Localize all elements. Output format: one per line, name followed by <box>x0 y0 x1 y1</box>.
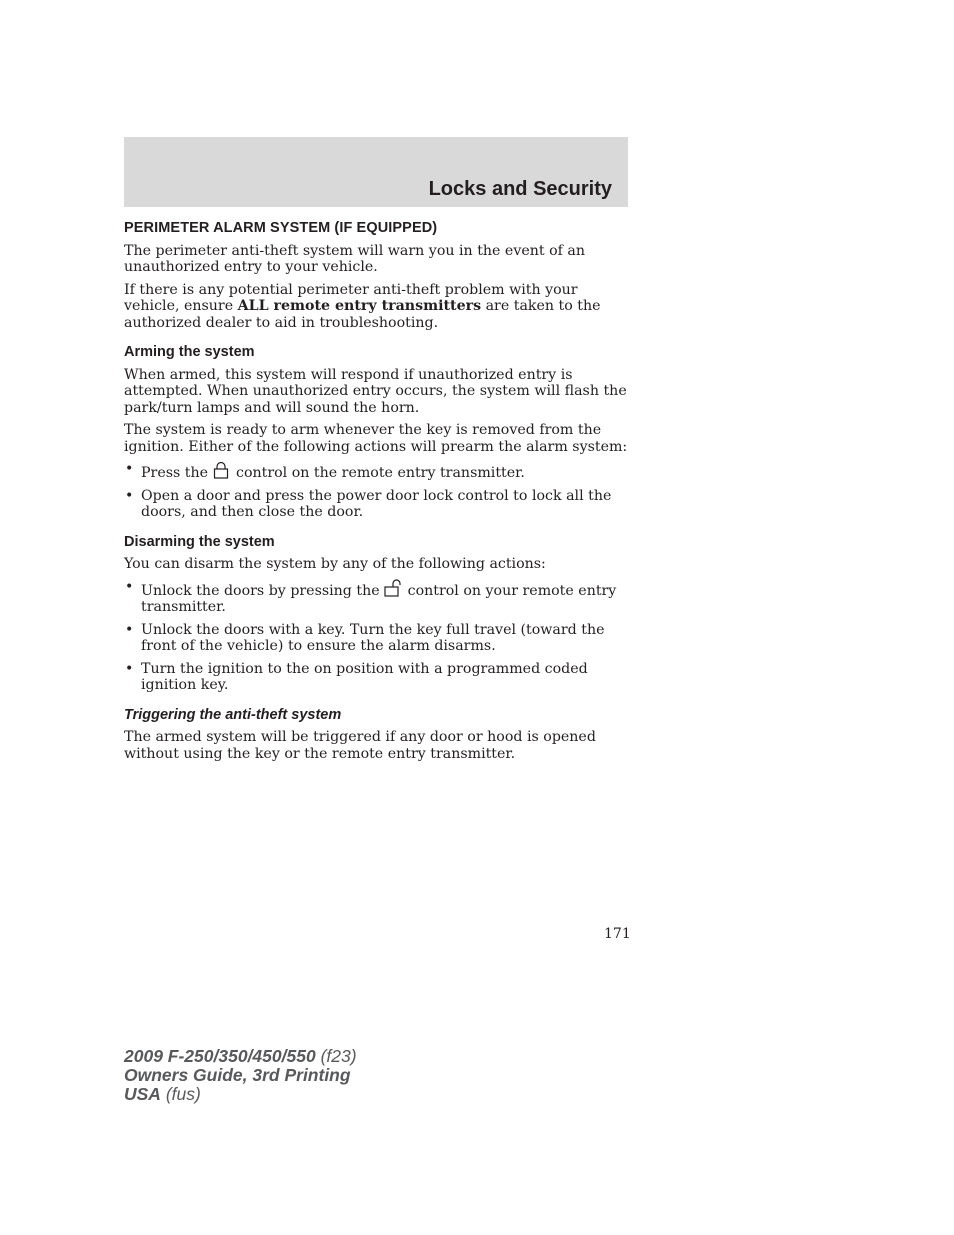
list-item: • Unlock the doors with a key. Turn the key full travel (toward the front of the vehicle) to ensure the alarm disarms. <box>124 622 628 655</box>
intro-paragraph-2 <box>124 282 628 332</box>
intro-p2-bold: ALL remote entry transmitters <box>237 298 482 314</box>
arming-paragraph-2: The system is ready to arm whenever the key is removed from the ignition. Either of the following actions will prearm the alarm system: <box>124 422 628 455</box>
footer-line-1 <box>124 1047 357 1066</box>
intro-p2-text-after: are taken to the authorized dealer to aid in troubleshooting. <box>124 298 601 331</box>
triggering-heading: Triggering the anti-theft system <box>124 706 342 723</box>
list-item: • Open a door and press the power door lock control to lock all the doors, and then close the door. <box>124 488 628 521</box>
disarming-heading: Disarming the system <box>124 533 275 550</box>
footer-line-2 <box>124 1066 357 1085</box>
footer-imprint <box>124 1047 357 1104</box>
lock-icon <box>210 461 232 479</box>
unlock-icon <box>382 579 404 597</box>
arming-bullet1-after: control on the remote entry transmitter. <box>236 465 525 481</box>
chapter-title: Locks and Security <box>428 178 612 200</box>
list-item: • Turn the ignition to the on position with a programmed coded ignition key. <box>124 661 628 694</box>
footer-line-3 <box>124 1085 357 1104</box>
arming-list <box>124 461 628 521</box>
intro-paragraph-1: The perimeter anti-theft system will warn you in the event of an unauthorized entry to your vehicle. <box>124 242 585 275</box>
arming-heading: Arming the system <box>124 344 255 360</box>
section-heading: PERIMETER ALARM SYSTEM (IF EQUIPPED) <box>124 220 438 236</box>
footer-printing: Owners Guide, 3rd Printing <box>124 1065 351 1085</box>
list-item <box>124 579 628 616</box>
page-content <box>124 220 628 768</box>
footer-market-code: (fus) <box>165 1084 201 1104</box>
disarming-bullet1-before: Unlock the doors by pressing the <box>141 582 380 599</box>
disarming-paragraph-1: You can disarm the system by any of the following actions: <box>124 556 546 572</box>
triggering-paragraph-1: The armed system will be triggered if any door or hood is opened without using the key or the remote entry transmitter. <box>124 729 596 762</box>
footer-model-code: (f23) <box>320 1046 357 1066</box>
disarming-bullet1-after: control on your remote entry transmitter. <box>141 582 617 615</box>
arming-bullet1-before: Press the <box>141 465 209 481</box>
header-band <box>124 137 628 207</box>
page-number: 171 <box>604 926 631 942</box>
disarming-list <box>124 579 628 694</box>
footer-model: 2009 F-250/350/450/550 <box>124 1046 316 1066</box>
list-item <box>124 461 628 482</box>
intro-p2-text-before: If there is any potential perimeter anti-theft problem with your vehicle, ensure <box>124 281 578 314</box>
footer-market: USA <box>124 1084 161 1104</box>
arming-paragraph-1: When armed, this system will respond if unauthorized entry is attempted. When unauthorized entry occurs, the system will flash the park/turn lamps and will sound the horn. <box>124 366 627 416</box>
